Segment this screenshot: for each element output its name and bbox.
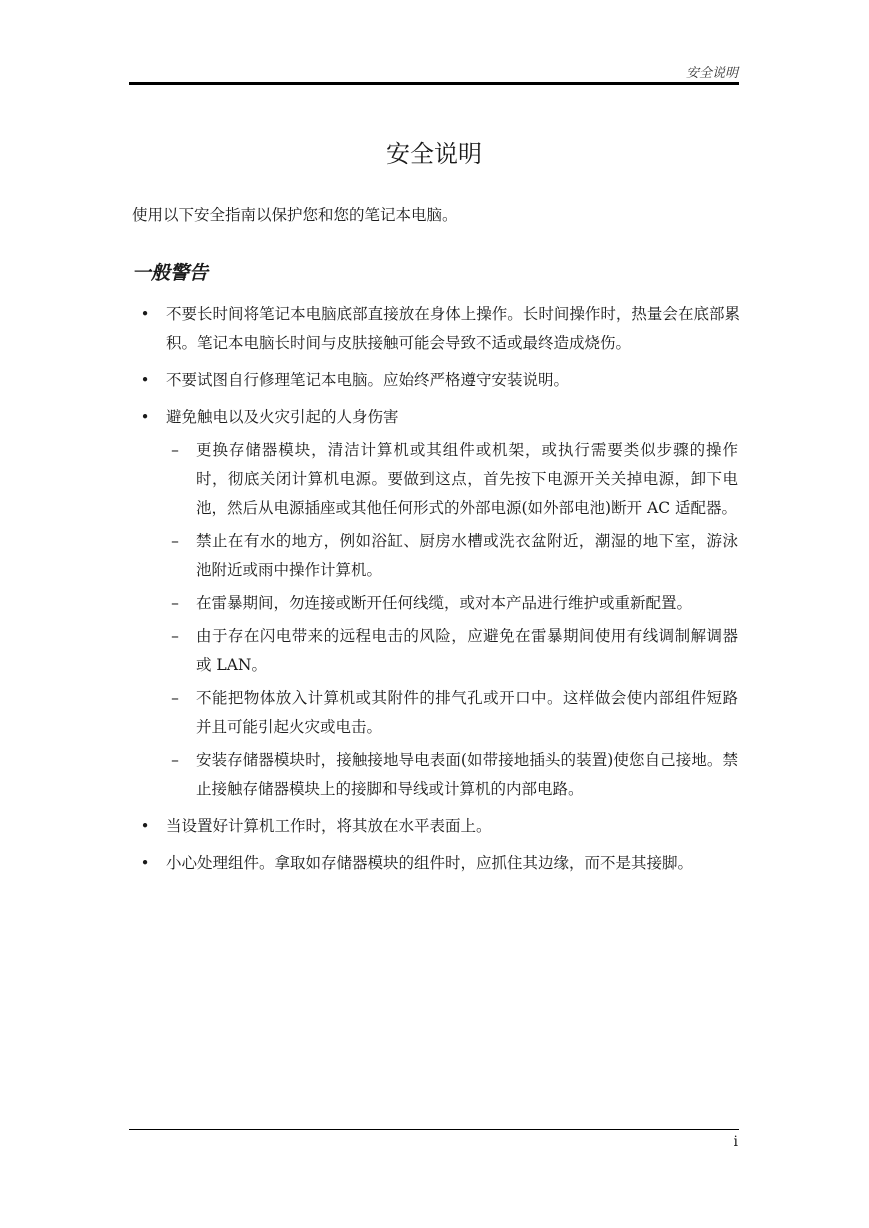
- dash-marker: –: [171, 594, 179, 612]
- list-item-text: 不要长时间将笔记本电脑底部直接放在身体上操作。长时间操作时，热量会在底部累积。笔记本电脑长时间与皮肤接触可能会导致不适或最终造成烧伤。: [166, 305, 740, 352]
- warning-list-container: [0, 300, 869, 886]
- sub-list-item-text: 禁止在有水的地方，例如浴缸、厨房水槽或洗衣盆附近，潮湿的地下室，游泳池附近或雨中操作计算机。: [196, 532, 738, 579]
- page-title: 安全说明: [386, 140, 482, 168]
- header-rule: [129, 82, 739, 85]
- list-item-text: 小心处理组件。拿取如存储器模块的组件时，应抓住其边缘，而不是其接脚。: [166, 854, 694, 872]
- warning-list: [0, 300, 869, 878]
- dash-marker: –: [171, 689, 179, 707]
- sub-list-item: [171, 589, 738, 618]
- bullet-marker: •: [140, 817, 150, 835]
- list-item-text: 避免触电以及火灾引起的人身伤害: [166, 408, 399, 426]
- sub-list-item-text: 更换存储器模块，清洁计算机或其组件或机架，或执行需要类似步骤的操作时，彻底关闭计算机电源。要做到这点，首先按下电源开关关掉电源，卸下电池，然后从电源插座或其他任何形式的外部电源(如外部电池)断开 AC 适配器。: [196, 441, 738, 517]
- list-item-text: 不要试图自行修理笔记本电脑。应始终严格遵守安装说明。: [166, 371, 570, 389]
- list-item: [0, 403, 740, 804]
- list-item: [0, 849, 740, 878]
- section-heading: 一般警告: [132, 262, 209, 284]
- list-item-text: 当设置好计算机工作时，将其放在水平表面上。: [166, 817, 492, 835]
- sub-list-item: [171, 746, 738, 804]
- sub-list-item-text: 由于存在闪电带来的远程电击的风险，应避免在雷暴期间使用有线调制解调器或 LAN。: [196, 627, 738, 674]
- bullet-marker: •: [140, 408, 150, 426]
- sub-list-item: [171, 527, 738, 585]
- bullet-marker: •: [140, 371, 150, 389]
- sub-list: [166, 436, 740, 804]
- sub-list-item: [171, 622, 738, 680]
- list-item: [0, 812, 740, 841]
- sub-list-item: [171, 436, 738, 523]
- sub-list-item: [171, 684, 738, 742]
- page-number: i: [733, 1134, 738, 1150]
- dash-marker: –: [171, 751, 179, 769]
- sub-list-item-text: 不能把物体放入计算机或其附件的排气孔或开口中。这样做会使内部组件短路并且可能引起火灾或电击。: [196, 689, 738, 736]
- list-item: [0, 300, 740, 358]
- footer-rule: [129, 1129, 739, 1130]
- bullet-marker: •: [140, 854, 150, 872]
- sub-list-item-text: 在雷暴期间，勿连接或断开任何线缆，或对本产品进行维护或重新配置。: [196, 594, 693, 612]
- dash-marker: –: [171, 627, 179, 645]
- dash-marker: –: [171, 441, 179, 459]
- list-item: [0, 366, 740, 395]
- bullet-marker: •: [140, 305, 150, 323]
- intro-paragraph: 使用以下安全指南以保护您和您的笔记本电脑。: [132, 206, 458, 224]
- sub-list-item-text: 安装存储器模块时，接触接地导电表面(如带接地插头的装置)使您自己接地。禁止接触存储器模块上的接脚和导线或计算机的内部电路。: [196, 751, 738, 798]
- dash-marker: –: [171, 532, 179, 550]
- running-header: 安全说明: [685, 66, 738, 81]
